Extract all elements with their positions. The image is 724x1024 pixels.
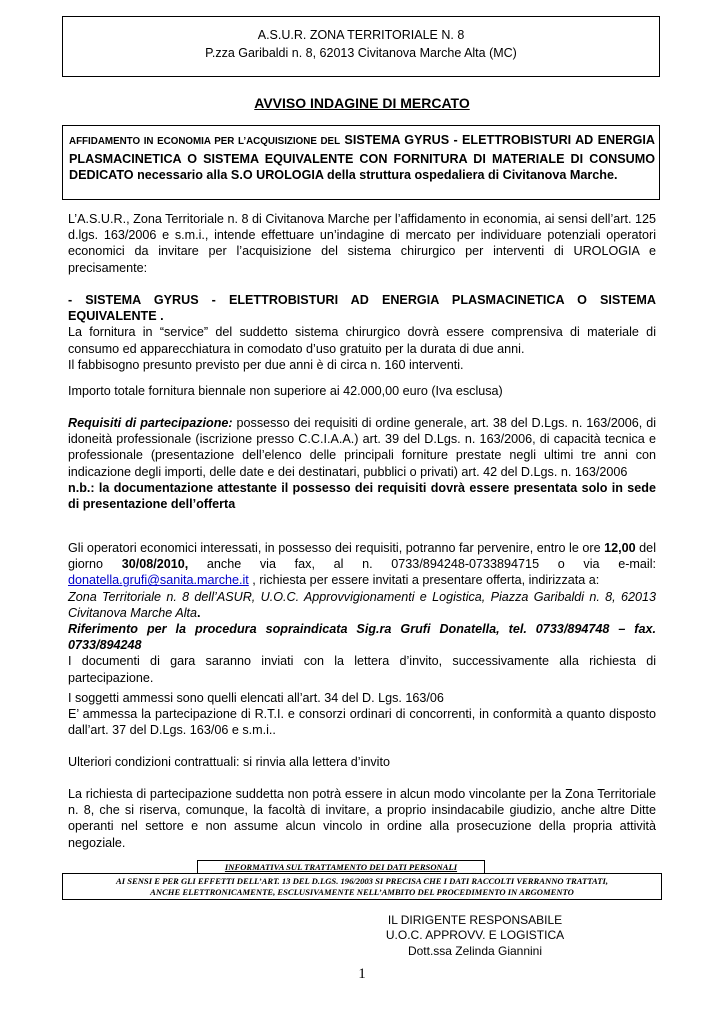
deadline-date: 30/08/2010,	[121, 557, 189, 572]
deadline-hour: 12,00	[604, 541, 636, 555]
deadline-reference: Riferimento per la procedura sopraindicata Sig.ra Grufi Donatella, tel. 0733/894748 – fax. 0733/894248	[68, 622, 656, 653]
signature-office: U.O.C. APPROVV. E LOGISTICA	[385, 928, 565, 943]
system-requirement: Il fabbisogno presunto previsto per due anni è di circa n. 160 interventi.	[68, 357, 464, 372]
header-address: P.zza Garibaldi n. 8, 62013 Civitanova Marche Alta (MC)	[205, 46, 517, 60]
system-section	[68, 292, 656, 373]
subject-box	[62, 125, 660, 200]
signature-role: IL DIRIGENTE RESPONSABILE	[387, 913, 563, 927]
deadline-text-1: Gli operatori economici interessati, in possesso dei requisiti, potranno far pervenire, entro le ore	[68, 541, 605, 555]
page-title: AVVISO INDAGINE DI MERCATO	[254, 95, 470, 111]
deadline-text-3: anche via fax, al n. 0733/894248-0733894715 o via e-mail:	[188, 557, 656, 572]
privacy-title: INFORMATIVA SUL TRATTAMENTO DEI DATI PERSONALI	[197, 860, 485, 874]
deadline-section	[68, 540, 656, 686]
importo-text: Importo totale fornitura biennale non superiore ai 42.000,00 euro (Iva esclusa)	[68, 384, 503, 398]
system-description: La fornitura in “service” del suddetto sistema chirurgico dovrà essere comprensiva di materiale di consumo ed apparecchiatura in comodato d’uso gratuito per la durata di due anni.	[68, 325, 656, 356]
deadline-text-2: del giorno	[68, 541, 656, 572]
page-number: 1	[358, 966, 366, 982]
deadline-address-end: .	[197, 605, 201, 620]
deadline-address: Zona Territoriale n. 8 dell’ASUR, U.O.C. Approvvigionamenti e Logistica, Piazza Garibaldi n. 8, 62013 Civitanova Marche Alta	[68, 589, 656, 620]
ulteriori-text: Ulteriori condizioni contrattuali: si rinvia alla lettera d’invito	[68, 755, 390, 769]
header-org: A.S.U.R. ZONA TERRITORIALE N. 8	[257, 28, 465, 42]
requisiti-note: n.b.: la documentazione attestante il possesso dei requisiti dovrà essere presentata solo in sede di presentazione dell’offerta	[68, 480, 656, 512]
privacy-box	[62, 873, 662, 900]
soggetti-section	[68, 690, 656, 739]
requisiti-label: Requisiti di partecipazione:	[68, 416, 233, 430]
subject-prefix: AFFIDAMENTO IN ECONOMIA PER L’ACQUISIZIONE DEL	[69, 136, 341, 147]
privacy-line-2: ANCHE ELETTRONICAMENTE, ESCLUSIVAMENTE NELL’AMBITO DEL PROCEDIMENTO IN ARGOMENTO	[150, 887, 574, 897]
system-heading: - SISTEMA GYRUS - ELETTROBISTURI AD ENERGIA PLASMACINETICA O SISTEMA EQUIVALENTE .	[68, 293, 656, 324]
richiesta-paragraph	[68, 786, 656, 851]
intro-text: L’A.S.U.R., Zona Territoriale n. 8 di Civitanova Marche per l’affidamento in economia, ai sensi dell’art. 125 d.lgs. 163/2006 e s.m.i., intende effettuare un’indagine di mercato per individuare potenziali operatori economici da invitare per l’acquisizione del sistema chirurgico per interventi di UROLOGIA e precisamente:	[68, 212, 656, 275]
subject-text: SISTEMA GYRUS - ELETTROBISTURI AD ENERGIA PLASMACINETICA O SISTEMA EQUIVALENTE CON FORNITURA DI MATERIALE DI CONSUMO DEDICATO necessario alla S.O UROLOGIA della struttura ospedaliera di Civitanova Marche.	[69, 133, 656, 182]
richiesta-text: La richiesta di partecipazione suddetta non potrà essere in alcun modo vincolante per la Zona Territoriale n. 8, che si riserva, comunque, la facoltà di invitare, a proprio insindacabile giudizio, anche altre Ditte operanti nel settore e non assume alcun vincolo in ordine alla prosecuzione della propria attività negoziale.	[68, 787, 656, 850]
intro-paragraph	[68, 211, 656, 276]
deadline-text-4: , richiesta per essere invitati a presentare offerta, indirizzata a:	[248, 573, 600, 588]
requisiti-text: possesso dei requisiti di ordine generale, art. 38 del D.Lgs. n. 163/2006, di idoneità professionale (iscrizione presso C.C.I.A.A.) art. 39 del D.Lgs. n. 163/2006, di capacità tecnica e professionale (presentazione dell’elenco delle principali forniture prestate negli ultimi tre anni con indicazione degli importi, delle date e dei destinatari, pubblici o privati) art. 42 del D.Lgs. n. 163/2006	[68, 416, 656, 479]
header-box	[62, 16, 660, 77]
privacy-line-1: AI SENSI E PER GLI EFFETTI DELL’ART. 13 DEL D.LGS. 196/2003 SI PRECISA CHE I DATI RACCOLTI VERRANNO TRATTATI,	[115, 876, 609, 886]
deadline-documents: I documenti di gara saranno inviati con la lettera d’invito, successivamente alla richiesta di partecipazione.	[68, 654, 656, 685]
ulteriori-paragraph	[68, 754, 656, 770]
email-link[interactable]: donatella.grufi@sanita.marche.it	[68, 573, 249, 588]
signature-name: Dott.ssa Zelinda Giannini	[407, 943, 543, 958]
signature-block	[330, 913, 620, 959]
requisiti-section	[68, 415, 656, 512]
soggetti-line-1: I soggetti ammessi sono quelli elencati all’art. 34 del D. Lgs. 163/06	[68, 691, 444, 705]
soggetti-line-2: E’ ammessa la partecipazione di R.T.I. e consorzi ordinari di concorrenti, in conformità a quanto disposto dall’art. 37 del D.Lgs. 163/06 e s.m.i..	[68, 707, 656, 738]
importo-paragraph	[68, 383, 656, 399]
